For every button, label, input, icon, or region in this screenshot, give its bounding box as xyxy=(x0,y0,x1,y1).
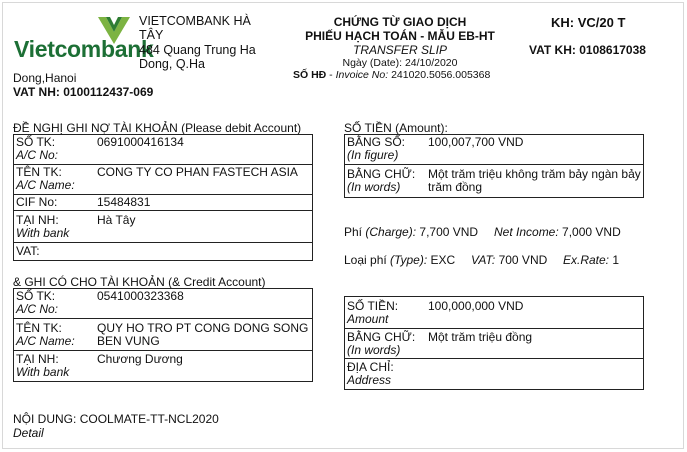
debit-bank-value: Hà Tây xyxy=(97,213,136,227)
credit-bank-label: TẠI NH: xyxy=(16,352,59,366)
credit-name-value-cont: BEN VUNG xyxy=(97,334,160,348)
so-hd-separator: - xyxy=(326,69,336,81)
credit-account-table xyxy=(13,288,313,382)
credit-account-row xyxy=(14,289,312,319)
amount-words-value-cont: trăm đồng xyxy=(428,180,483,194)
credit-amount-row xyxy=(345,297,643,329)
amount-words-value: Một trăm triệu không trăm bảy ngàn bảy xyxy=(428,167,641,181)
credit-name-label: TÊN TK: xyxy=(16,321,62,335)
vat-value: 700 VND xyxy=(498,253,548,267)
credit-bank-value: Chương Dương xyxy=(97,352,183,366)
credit-bank-label-en: With bank xyxy=(16,365,70,379)
credit-address-row xyxy=(345,359,643,390)
debit-heading: ĐỀ NGHỊ GHI NỢ TÀI KHOẢN (Please debit Account) xyxy=(13,121,302,135)
credit-heading: & GHI CÓ CHO TÀI KHOẢN (& Credit Account) xyxy=(13,275,266,289)
net-income-value: 7,000 VND xyxy=(562,225,621,239)
so-hd-label: SỐ HĐ xyxy=(293,69,327,81)
debit-name-label: TÊN TK: xyxy=(16,165,62,179)
debit-vat-label: VAT: xyxy=(16,244,40,258)
fee-type-line xyxy=(344,253,455,267)
slip-date xyxy=(280,57,520,69)
debit-name-label-en: A/C Name: xyxy=(16,178,75,192)
amount-words-label-en: (In words) xyxy=(347,180,401,194)
vat-label: VAT: xyxy=(471,253,496,267)
bank-address: 484 Quang Trung Ha xyxy=(139,43,256,57)
exchange-rate-line xyxy=(563,253,619,267)
debit-bank-label-en: With bank xyxy=(16,226,70,240)
date-label: Ngày (Date): xyxy=(342,57,403,69)
amount-figure-label: BẰNG SỐ: xyxy=(347,135,406,149)
vietcombank-logo-text: Vietcombank xyxy=(14,36,154,62)
charge-label: Phí xyxy=(344,225,363,239)
debit-name-value: CONG TY CO PHAN FASTECH ASIA xyxy=(97,165,298,179)
amount-figure-label-en: (In figure) xyxy=(347,148,399,162)
credit-bank-row xyxy=(14,351,312,383)
bank-branch-name-cont: TÂY xyxy=(139,28,164,42)
amount-words-row xyxy=(345,165,643,198)
credit-words-row xyxy=(345,329,643,359)
credit-name-row xyxy=(14,319,312,351)
vat-line xyxy=(471,253,547,267)
charge-label-en: (Charge): xyxy=(365,225,417,239)
customer-vat: VAT KH: 0108617038 xyxy=(529,43,646,57)
charge-line xyxy=(344,225,478,239)
customer-code: KH: VC/20 T xyxy=(551,15,626,30)
charge-value: 7,700 VND xyxy=(419,225,479,239)
date-value: 24/10/2020 xyxy=(404,57,458,69)
amount-figure-row xyxy=(345,135,643,165)
slip-subtitle: PHIẾU HẠCH TOÁN - MẪU EB-HT xyxy=(305,29,495,43)
debit-account-label-en: A/C No: xyxy=(16,148,59,162)
bank-branch-name: VIETCOMBANK HÀ xyxy=(139,14,251,28)
credit-amount-label-en: Amount xyxy=(347,312,389,326)
net-income-label: Net Income: xyxy=(494,225,559,239)
bank-address-cont: Dong, Q.Ha xyxy=(139,57,206,71)
credit-name-value: QUY HO TRO PT CONG DONG SONG xyxy=(97,321,309,335)
debit-vat-row xyxy=(14,243,312,261)
debit-bank-label: TẠI NH: xyxy=(16,213,59,227)
debit-cif-label: CIF No: xyxy=(16,195,58,209)
amount-heading: SỐ TIỀN (Amount): xyxy=(344,121,448,135)
credit-account-label: SỐ TK: xyxy=(16,289,56,303)
debit-cif-row xyxy=(14,195,312,211)
debit-account-row xyxy=(14,135,312,165)
debit-cif-value: 15484831 xyxy=(97,195,151,209)
exchange-rate-label: Ex.Rate: xyxy=(563,253,610,267)
debit-account-value: 0691000416134 xyxy=(97,135,184,149)
credit-words-label: BẰNG CHỮ: xyxy=(347,330,416,344)
credit-account-value: 0541000323368 xyxy=(97,289,184,303)
slip-title: CHỨNG TỪ GIAO DỊCH xyxy=(333,15,467,29)
detail-value: COOLMATE-TT-NCL2020 xyxy=(79,412,219,426)
credit-name-label-en: A/C Name: xyxy=(16,334,75,348)
invoice-value: 241020.5056.005368 xyxy=(391,69,491,81)
credit-amount-label: SỐ TIỀN: xyxy=(347,299,399,313)
slip-subtitle-en: TRANSFER SLIP xyxy=(352,43,448,57)
credit-words-value: Một trăm triệu đồng xyxy=(428,330,533,344)
amount-words-label: BẰNG CHỮ: xyxy=(347,167,416,181)
amount-table xyxy=(344,134,644,198)
debit-account-label: SỐ TK: xyxy=(16,135,56,149)
invoice-label: Invoice No: xyxy=(335,69,389,81)
credit-address-label-en: Address xyxy=(347,373,392,387)
bank-address-city: Dong,Hanoi xyxy=(13,71,77,85)
detail-label: NỘI DUNG: xyxy=(13,412,77,426)
credit-amount-value: 100,000,000 VND xyxy=(428,299,524,313)
credit-words-label-en: (In words) xyxy=(347,343,401,357)
debit-account-table xyxy=(13,134,313,261)
credit-amount-table xyxy=(344,296,644,390)
fee-type-label-en: (Type): xyxy=(390,253,428,267)
credit-account-label-en: A/C No: xyxy=(16,302,59,316)
net-income-line xyxy=(494,225,621,239)
debit-bank-row xyxy=(14,211,312,243)
debit-name-row xyxy=(14,165,312,195)
bank-vat-number: VAT NH: 0100112437-069 xyxy=(13,85,154,99)
exchange-rate-value: 1 xyxy=(612,253,620,267)
detail-label-en: Detail xyxy=(13,426,44,440)
invoice-number xyxy=(293,69,490,81)
credit-address-label: ĐỊA CHỈ: xyxy=(347,360,394,374)
fee-type-value: EXC xyxy=(430,253,456,267)
fee-type-label: Loại phí xyxy=(344,253,387,267)
transaction-detail xyxy=(13,412,219,426)
amount-figure-value: 100,007,700 VND xyxy=(428,135,524,149)
